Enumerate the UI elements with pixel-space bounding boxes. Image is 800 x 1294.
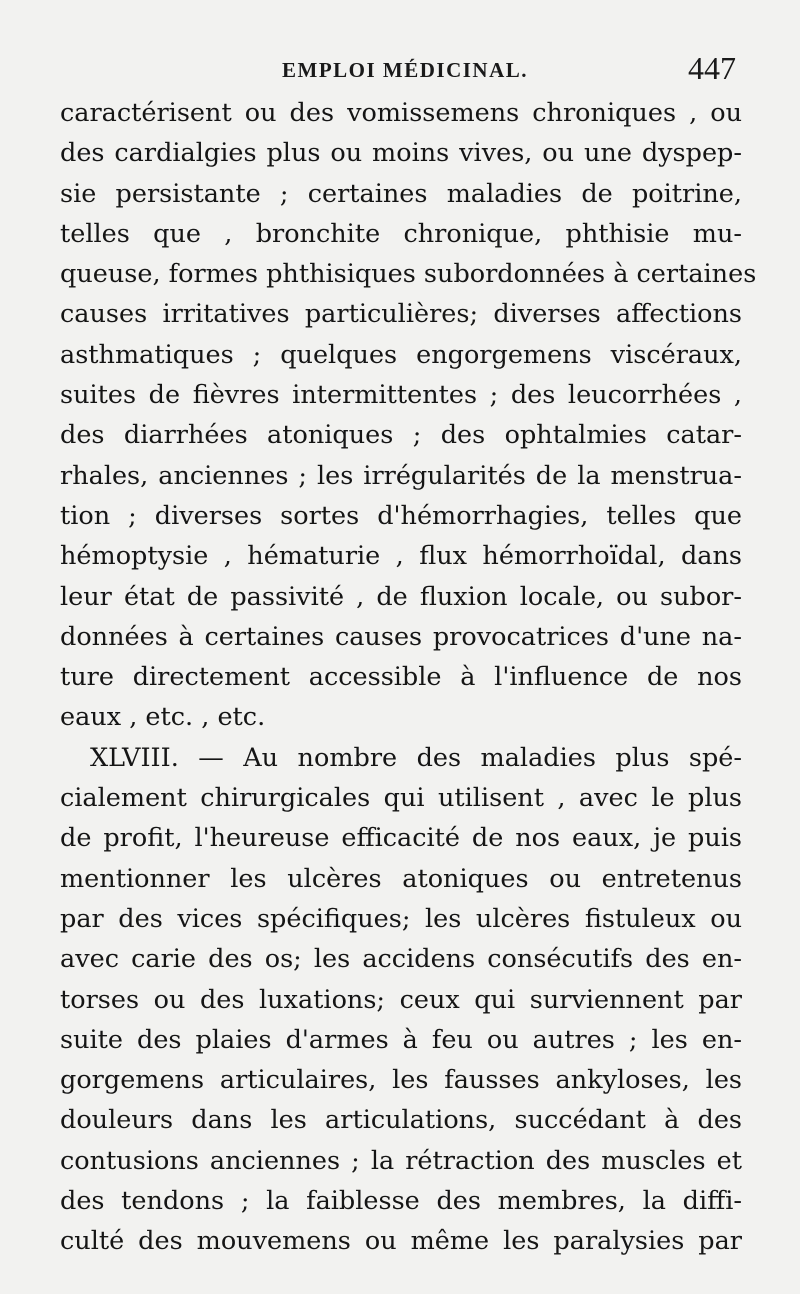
text-line: leur état de passivité , de fluxion locale, ou subor- <box>60 581 742 612</box>
text-line: ture directement accessible à l'influence de nos <box>60 662 742 693</box>
text-line: caractérisent ou des vomissemens chroniques , ou <box>60 98 742 128</box>
page-number: 447 <box>688 50 736 86</box>
text-line: douleurs dans les articulations, succédant à des <box>60 1105 742 1136</box>
text-line: de profit, l'heureuse efficacité de nos eaux, je puis <box>60 823 742 854</box>
paragraph-xlviii <box>60 738 742 1262</box>
text-line: tion ; diverses sortes d'hémorrhagies, telles que <box>60 500 742 531</box>
text-line: par des vices spécifiques; les ulcères fistuleux ou <box>60 903 742 934</box>
text-line: telles que , bronchite chronique, phthisie mu- <box>60 218 742 249</box>
text-line: eaux , etc. , etc. <box>60 702 266 733</box>
text-line: sie persistante ; certaines maladies de poitrine, <box>60 178 742 209</box>
text-line: queuse, formes phthisiques subordonnées à certaines <box>60 259 757 290</box>
text-line: cialement chirurgicales qui utilisent , avec le plus <box>60 783 742 814</box>
text-line: asthmatiques ; quelques engorgemens viscéraux, <box>60 339 742 370</box>
text-line: XLVIII. — Au nombre des maladies plus spé- <box>90 742 742 773</box>
body-text <box>60 93 757 1262</box>
text-line: des tendons ; la faiblesse des membres, la diffi- <box>60 1186 742 1217</box>
text-line: contusions anciennes ; la rétraction des muscles et <box>60 1145 742 1176</box>
text-line: causes irritatives particulières; diverses affections <box>60 299 742 330</box>
text-line: des diarrhées atoniques ; des ophtalmies catar- <box>60 420 742 451</box>
text-line: suite des plaies d'armes à feu ou autres ; les en- <box>60 1024 742 1055</box>
text-line: torses ou des luxations; ceux qui surviennent par <box>60 984 742 1015</box>
text-line: hémoptysie , hématurie , flux hémorrhoïdal, dans <box>60 541 742 572</box>
paragraph-continuation <box>60 93 757 738</box>
text-line: rhales, anciennes ; les irrégularités de la menstrua- <box>60 460 742 491</box>
text-line: suites de fièvres intermittentes ; des leucorrhées , <box>60 380 742 411</box>
text-line: culté des mouvemens ou même les paralysies par <box>60 1226 742 1257</box>
text-line: avec carie des os; les accidens consécutifs des en- <box>60 944 742 975</box>
text-line: mentionner les ulcères atoniques ou entretenus <box>60 863 742 894</box>
text-line: données à certaines causes provocatrices d'une na- <box>60 621 742 652</box>
running-head <box>0 52 800 86</box>
text-line: gorgemens articulaires, les fausses ankyloses, les <box>60 1065 742 1096</box>
text-line: des cardialgies plus ou moins vives, ou une dyspep- <box>60 138 742 169</box>
running-head-title: EMPLOI MÉDICINAL. <box>282 58 529 82</box>
